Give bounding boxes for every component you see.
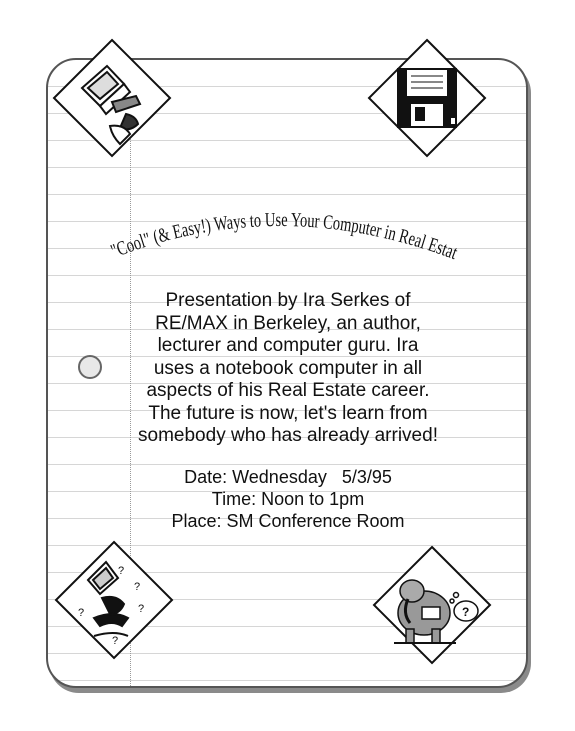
- confused-computer-user-icon: [54, 540, 174, 660]
- description-line: aspects of his Real Estate career.: [146, 380, 430, 401]
- flyer-title: [110, 178, 460, 263]
- computer-with-cursor-icon: [52, 38, 172, 158]
- svg-text:?: ?: [134, 581, 141, 593]
- presentation-description: [124, 290, 452, 448]
- description-line: RE/MAX in Berkeley, an author,: [155, 312, 421, 334]
- event-date: Date: Wednesday 5/3/95: [184, 467, 392, 487]
- description-line: lecturer and computer guru. Ira: [157, 335, 419, 356]
- svg-text:?: ?: [462, 605, 470, 619]
- svg-text:?: ?: [138, 603, 145, 615]
- thinking-elephant-icon: [372, 545, 492, 665]
- floppy-disk-icon: [367, 38, 487, 158]
- svg-text:?: ?: [78, 607, 85, 619]
- event-time: Time: Noon to 1pm: [211, 489, 365, 509]
- description-line: somebody who has already arrived!: [138, 425, 438, 446]
- flyer-title-text: Cool" (& Easy!) Ways to Use Your Computer in Real Esta: [113, 208, 459, 263]
- event-details: [124, 466, 452, 532]
- description-line: The future is now, let's learn from: [148, 402, 428, 424]
- svg-text:?: ?: [118, 565, 125, 577]
- binder-hole: [78, 355, 102, 379]
- description-line: Presentation by Ira Serkes of: [165, 290, 411, 311]
- svg-text:?: ?: [112, 635, 119, 647]
- description-line: uses a notebook computer in all: [153, 357, 423, 379]
- event-place: Place: SM Conference Room: [171, 511, 405, 531]
